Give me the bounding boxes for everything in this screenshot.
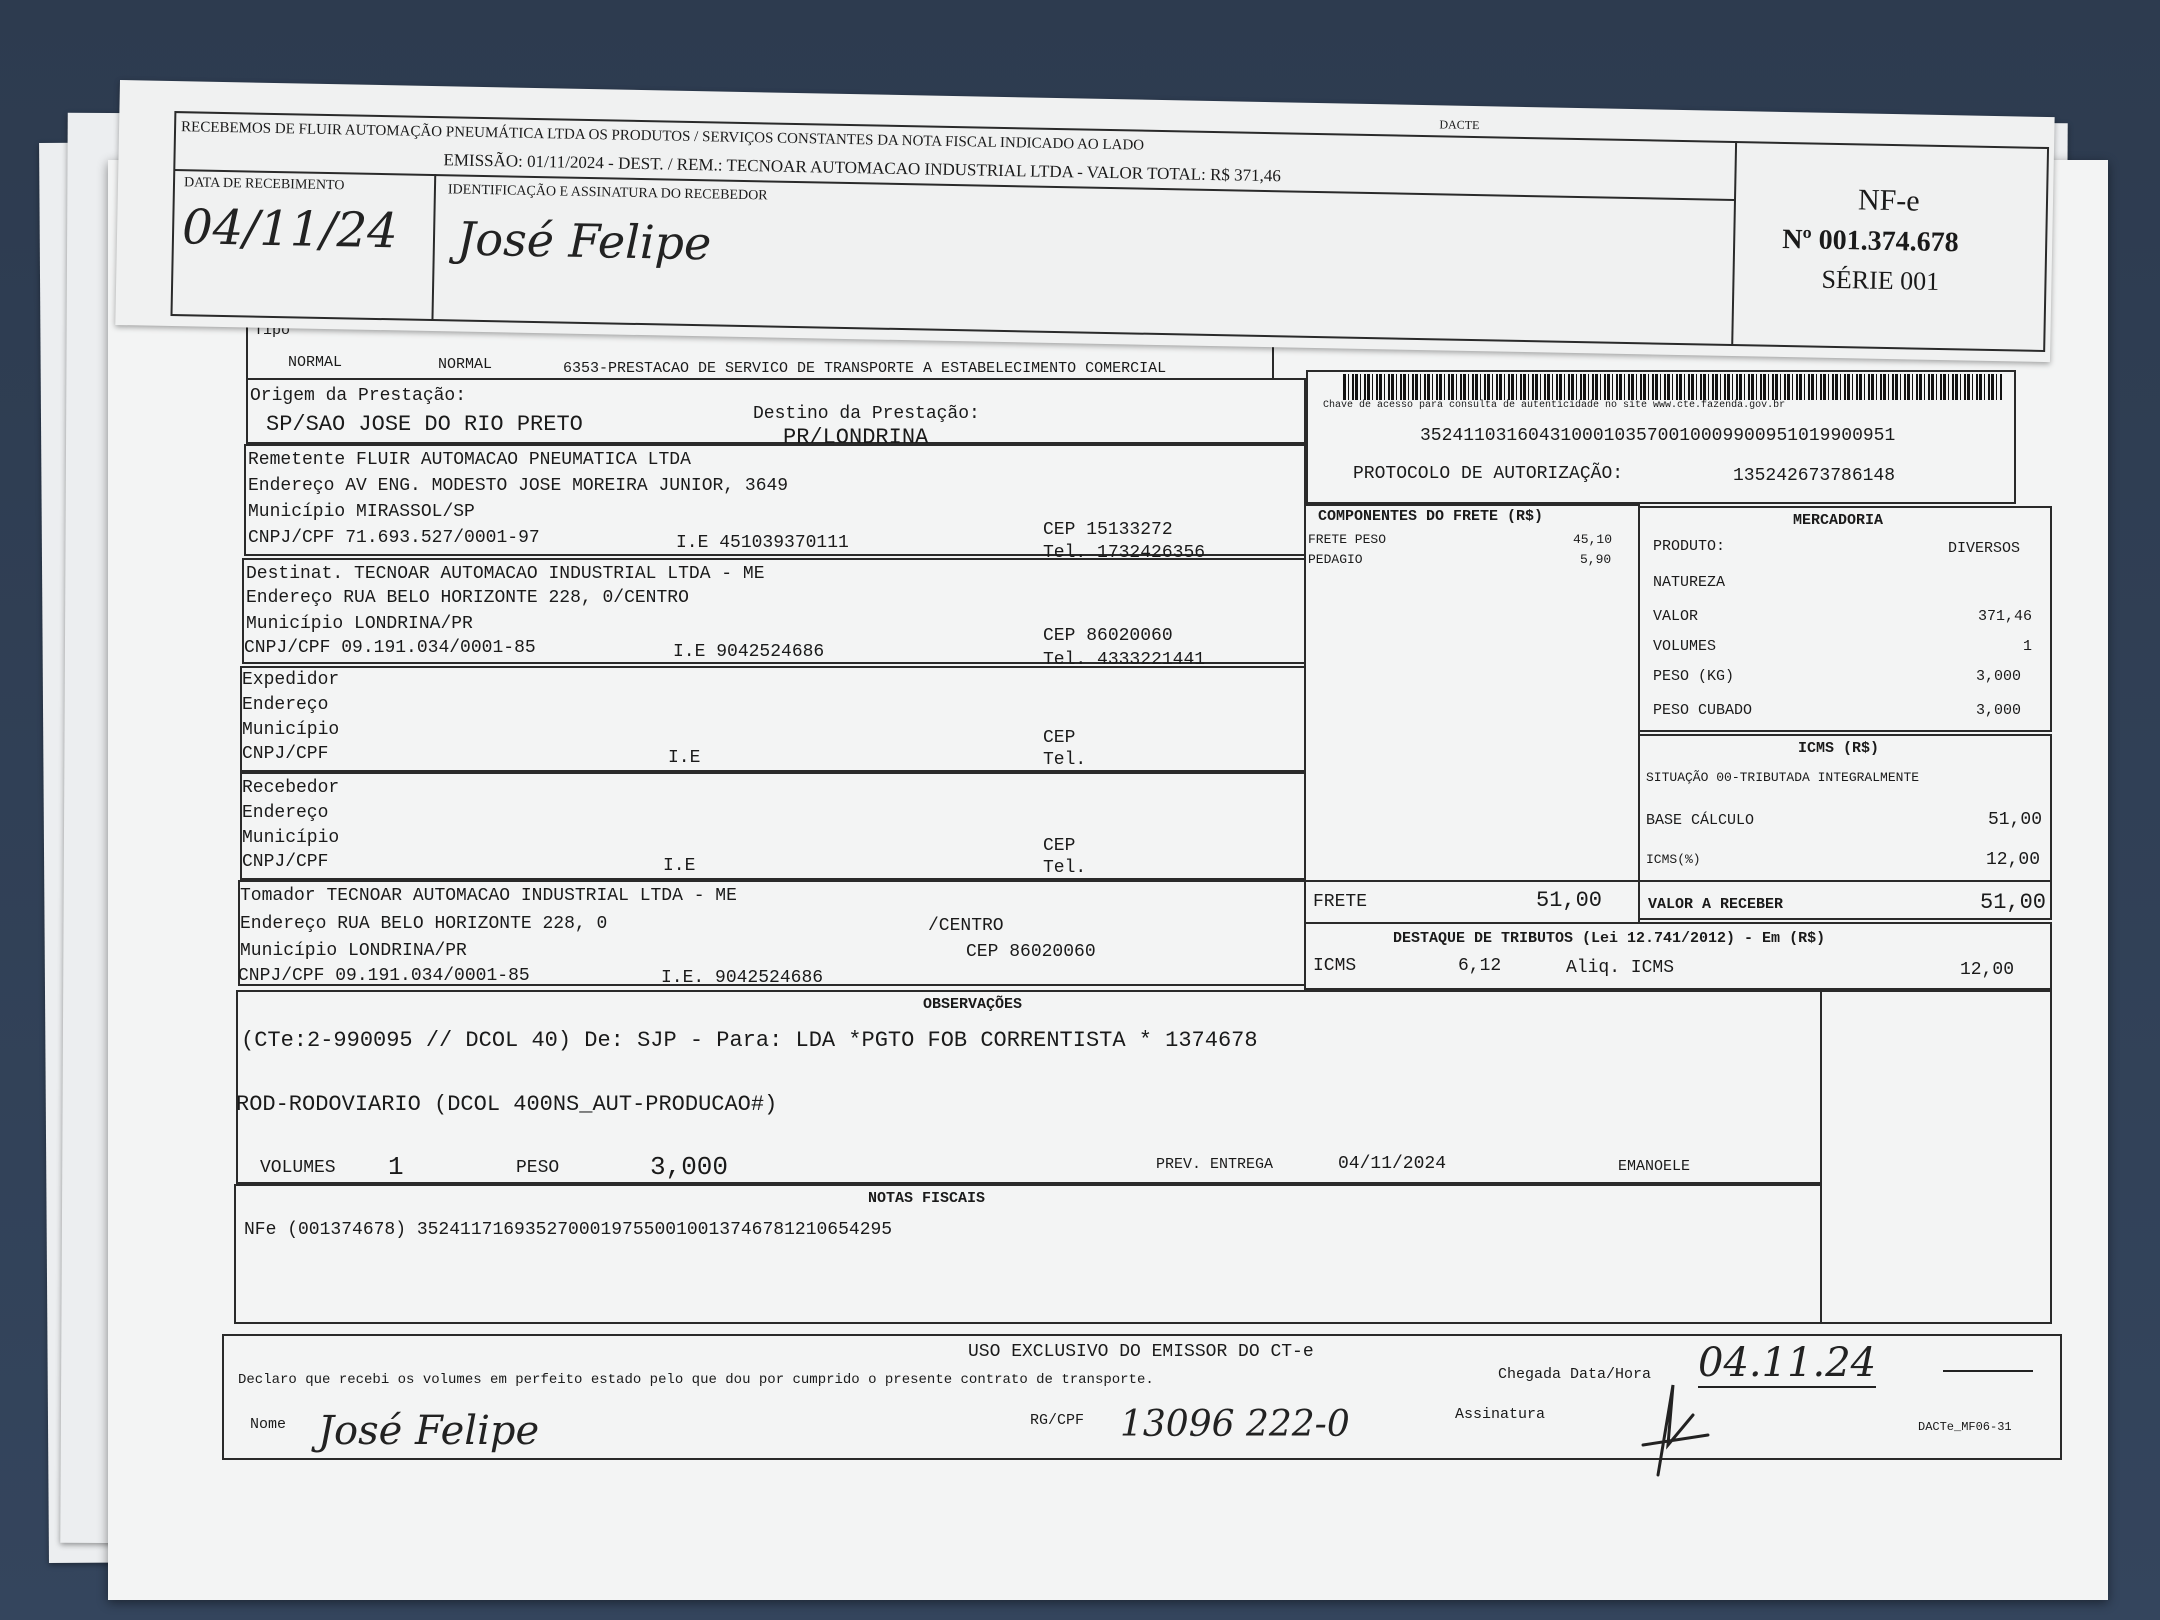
frete-total-box [1304, 880, 1640, 924]
tomador-cnpj: 09.191.034/0001-85 [335, 966, 530, 986]
tomador-cep-label: CEP [966, 942, 999, 962]
destinatario-municipio-label: Município [246, 614, 344, 634]
nfe-series: SÉRIE 001 [1821, 264, 1940, 296]
recebedor-cep-label: CEP [1043, 836, 1076, 856]
assinatura-label: Assinatura [1455, 1406, 1546, 1423]
destinatario-cnpj: 09.191.034/0001-85 [341, 638, 536, 658]
remetente-cnpj: 71.693.527/0001-97 [345, 528, 540, 548]
obs-peso-value: 3,000 [650, 1152, 729, 1182]
remetente-tel: 1732426356 [1097, 543, 1206, 563]
remetente-name: FLUIR AUTOMACAO PNEUMATICA LTDA [356, 450, 691, 470]
declaro-text: Declaro que recebi os volumes em perfeito estado pelo que dou por cumprido o presente contrato de transporte. [238, 1372, 1154, 1388]
recipient-sign-value: José Felipe [456, 211, 712, 271]
nfe-number: Nº 001.374.678 [1781, 223, 1959, 259]
destinatario-endereco: RUA BELO HORIZONTE 228, 0/CENTRO [343, 588, 689, 608]
recebedor-cnpj-label: CNPJ/CPF [242, 852, 329, 872]
expedidor-ie-label: I.E [668, 748, 701, 768]
origem-value: SP/SAO JOSE DO RIO PRETO [266, 412, 583, 437]
destinatario-endereco-label: Endereço [246, 588, 333, 608]
mercadoria-title: MERCADORIA [1793, 512, 1884, 529]
recebedor-endereco-label: Endereço [242, 803, 329, 823]
observacoes-line1: (CTe:2-990095 // DCOL 40) De: SJP - Para: LDA *PGTO FOB CORRENTISTA * 1374678 [241, 1028, 1258, 1053]
recipient-sign-label: IDENTIFICAÇÃO E ASSINATURA DO RECEBEDOR [447, 182, 768, 204]
remetente-endereco-label: Endereço [248, 476, 335, 496]
destinatario-cep: 86020060 [1086, 626, 1173, 646]
produto-label: PRODUTO: [1653, 538, 1726, 555]
dacte-document [108, 160, 2108, 1600]
nome-label: Nome [250, 1416, 287, 1433]
tomador-municipio: LONDRINA/PR [348, 941, 467, 961]
frete-label: FRETE [1313, 892, 1368, 912]
destinatario-municipio: LONDRINA/PR [354, 614, 473, 634]
signature-icon [1628, 1375, 1718, 1485]
date-received-label: DATA DE RECEBIMENTO [183, 175, 345, 194]
volumes-value: 1 [2023, 638, 2033, 655]
remetente-ie: 451039370111 [719, 533, 849, 553]
hora-line [1943, 1370, 2033, 1372]
volumes-label: VOLUMES [1653, 638, 1717, 655]
valor-receber-label: VALOR A RECEBER [1648, 896, 1784, 913]
prev-entrega-value: 04/11/2024 [1338, 1154, 1447, 1174]
tributos-aliq-label: Aliq. ICMS [1566, 958, 1675, 978]
remetente-municipio-label: Município [248, 502, 346, 522]
tributos-title: DESTAQUE DE TRIBUTOS (Lei 12.741/2012) - Em (R$) [1393, 930, 1826, 947]
componente-name: PEDAGIO [1308, 552, 1363, 567]
expedidor-label: Expedidor [242, 670, 340, 690]
tomador-ie: 9042524686 [715, 968, 824, 988]
frete-value: 51,00 [1536, 888, 1603, 913]
produto-value: DIVERSOS [1948, 540, 2021, 557]
date-received-value: 04/11/24 [181, 199, 399, 260]
valor-label: VALOR [1653, 608, 1699, 625]
tomador-cnpj-label: CNPJ/CPF [238, 966, 325, 986]
tributos-aliq-value: 12,00 [1960, 960, 2015, 980]
destino-value: PR/LONDRINA [783, 425, 929, 450]
tipo-1: NORMAL [288, 354, 343, 371]
expedidor-box [240, 666, 1306, 772]
form-code: DACTe_MF06-31 [1918, 1420, 2012, 1434]
rg-value: 13096 222-0 [1120, 1404, 1350, 1445]
emission-line: EMISSÃO: 01/11/2024 - DEST. / REM.: TECNOAR AUTOMACAO INDUSTRIAL LTDA - VALOR TOTAL: R$ 371,46 [443, 150, 1282, 186]
tomador-bairro: /CENTRO [928, 916, 1004, 936]
expedidor-endereco-label: Endereço [242, 695, 329, 715]
tomador-label: Tomador [240, 886, 316, 906]
notas-box [234, 1184, 1822, 1324]
rg-label: RG/CPF [1030, 1412, 1085, 1429]
chave-value: 35241103160431000103570010009900951019900951 [1420, 426, 1896, 446]
dacte-label: DACTE [1439, 117, 1480, 133]
remetente-tel-label: Tel. [1043, 543, 1087, 563]
destinatario-cep-label: CEP [1043, 626, 1076, 646]
notas-line: NFe (001374678) 35241171693527000197550010013746781210654295 [244, 1220, 893, 1240]
recebedor-ie-label: I.E [663, 856, 696, 876]
recebedor-box [240, 772, 1306, 880]
expedidor-municipio-label: Município [242, 720, 340, 740]
icms-situacao: SITUAÇÃO 00-TRIBUTADA INTEGRALMENTE [1646, 770, 1920, 785]
obs-volumes-value: 1 [388, 1152, 404, 1182]
expedidor-cnpj-label: CNPJ/CPF [242, 744, 329, 764]
expedidor-tel-label: Tel. [1043, 750, 1087, 770]
tipo-2: NORMAL [438, 356, 493, 373]
valor-value: 371,46 [1978, 608, 2033, 625]
tomador-endereco-label: Endereço [240, 914, 327, 934]
chave-barcode [1343, 374, 2003, 400]
recebedor-tel-label: Tel. [1043, 858, 1087, 878]
nfe-title: NF-e [1857, 183, 1920, 218]
icms-aliq-value: 12,00 [1986, 850, 2041, 870]
observacoes-box [236, 990, 1822, 1184]
recebedor-municipio-label: Município [242, 828, 340, 848]
destinatario-ie: 9042524686 [716, 642, 825, 662]
expedidor-cep-label: CEP [1043, 728, 1076, 748]
componente-name: FRETE PESO [1308, 532, 1387, 547]
remetente-endereco: AV ENG. MODESTO JOSE MOREIRA JUNIOR, 3649 [345, 476, 789, 496]
tomador-endereco: RUA BELO HORIZONTE 228, 0 [337, 914, 608, 934]
icms-aliq-label: ICMS(%) [1646, 852, 1701, 867]
componentes-title: COMPONENTES DO FRETE (R$) [1318, 508, 1544, 525]
base-calculo-label: BASE CÁLCULO [1646, 812, 1755, 829]
tomador-name: TECNOAR AUTOMACAO INDUSTRIAL LTDA - ME [326, 886, 737, 906]
receipt-stub [115, 80, 2054, 362]
remetente-ie-label: I.E [676, 533, 709, 553]
peso-cubado-label: PESO CUBADO [1653, 702, 1753, 719]
prev-entrega-label: PREV. ENTREGA [1156, 1156, 1274, 1173]
destinatario-tel-label: Tel. [1043, 650, 1087, 670]
observacoes-side-box [1820, 990, 2052, 1324]
chegada-label: Chegada Data/Hora [1498, 1366, 1652, 1383]
peso-cubado-value: 3,000 [1976, 702, 2022, 719]
destinatario-cnpj-label: CNPJ/CPF [244, 638, 331, 658]
tomador-cep: 86020060 [1009, 942, 1096, 962]
destino-label: Destino da Prestação: [753, 404, 980, 424]
remetente-label: Remetente [248, 450, 346, 470]
tributos-icms-value: 6,12 [1458, 956, 1502, 976]
destinatario-label: Destinat. [246, 564, 344, 584]
obs-peso-label: PESO [516, 1158, 560, 1178]
peso-label: PESO (KG) [1653, 668, 1735, 685]
remetente-cnpj-label: CNPJ/CPF [248, 528, 335, 548]
recebedor-label: Recebedor [242, 778, 340, 798]
tomador-municipio-label: Município [240, 941, 338, 961]
destinatario-tel: 4333221441 [1097, 650, 1206, 670]
chave-label: Chave de acesso para consulta de autenticidade no site www.cte.fazenda.gov.br [1323, 400, 1786, 411]
icms-title: ICMS (R$) [1798, 740, 1880, 757]
remetente-cep-label: CEP [1043, 520, 1076, 540]
notas-title: NOTAS FISCAIS [868, 1190, 986, 1207]
base-calculo-value: 51,00 [1988, 810, 2043, 830]
operator-name: EMANOELE [1618, 1158, 1691, 1175]
componente-value: 45,10 [1573, 532, 1613, 547]
chegada-value: 04.11.24 [1698, 1340, 1877, 1386]
tomador-ie-label: I.E. [661, 968, 705, 988]
valor-receber-value: 51,00 [1980, 890, 2047, 915]
uso-title: USO EXCLUSIVO DO EMISSOR DO CT-e [968, 1342, 1314, 1362]
receipt-text: RECEBEMOS DE FLUIR AUTOMAÇÃO PNEUMÁTICA LTDA OS PRODUTOS / SERVIÇOS CONSTANTES DA NOTA FISCAL INDICADO AO LADO [180, 119, 1145, 154]
destinatario-ie-label: I.E [673, 642, 706, 662]
remetente-cep: 15133272 [1086, 520, 1173, 540]
peso-value: 3,000 [1976, 668, 2022, 685]
origem-label: Origem da Prestação: [250, 386, 467, 406]
observacoes-title: OBSERVAÇÕES [923, 996, 1023, 1013]
componente-value: 5,90 [1580, 552, 1612, 567]
remetente-municipio: MIRASSOL/SP [356, 502, 475, 522]
cfop: 6353-PRESTACAO DE SERVICO DE TRANSPORTE A ESTABELECIMENTO COMERCIAL [563, 360, 1167, 377]
protocolo-label: PROTOCOLO DE AUTORIZAÇÃO: [1353, 464, 1624, 484]
natureza-label: NATUREZA [1653, 574, 1726, 591]
observacoes-line2: ROD-RODOVIARIO (DCOL 400NS_AUT-PRODUCAO#) [236, 1092, 778, 1117]
nome-value: José Felipe [318, 1408, 540, 1454]
protocolo-value: 135242673786148 [1733, 466, 1896, 486]
tipo-label: Tipo [254, 322, 291, 339]
tributos-icms-label: ICMS [1313, 956, 1357, 976]
obs-volumes-label: VOLUMES [260, 1158, 336, 1178]
destinatario-name: TECNOAR AUTOMACAO INDUSTRIAL LTDA - ME [354, 564, 765, 584]
